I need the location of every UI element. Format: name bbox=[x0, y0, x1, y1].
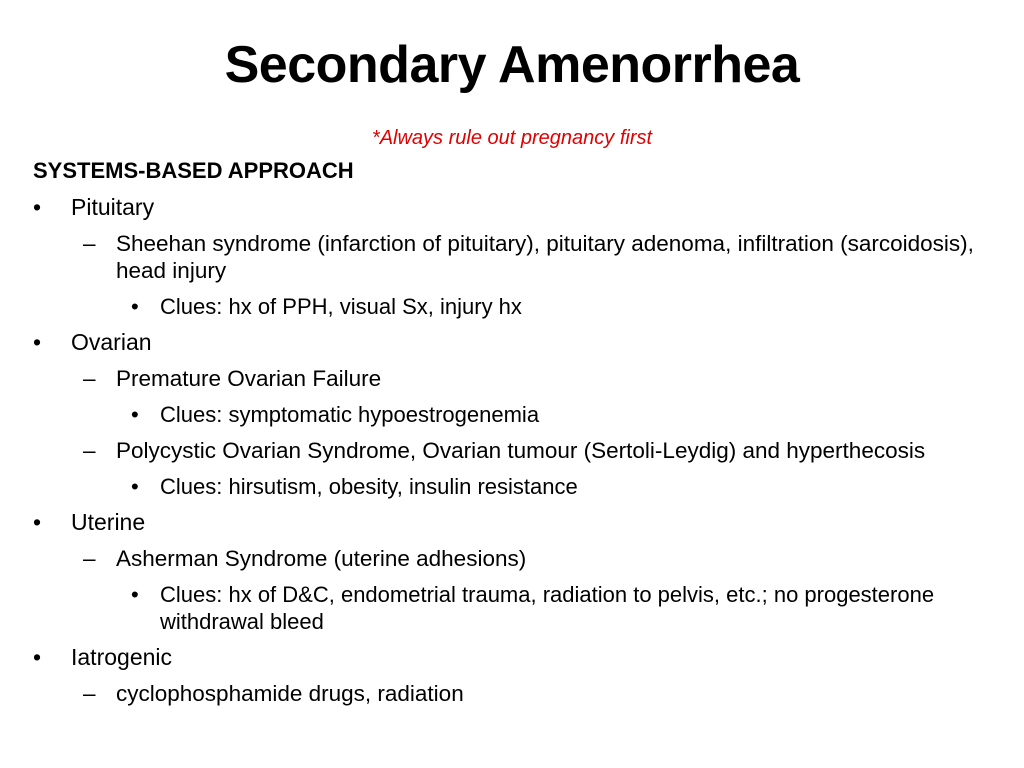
outline-item-text: Asherman Syndrome (uterine adhesions) bbox=[116, 546, 527, 571]
section-heading: SYSTEMS-BASED APPROACH bbox=[33, 158, 354, 183]
dash-icon: – bbox=[83, 231, 96, 256]
outline-subitem bbox=[33, 437, 1018, 464]
bullet-icon: • bbox=[33, 329, 42, 355]
outline-item-text: Iatrogenic bbox=[71, 644, 173, 670]
outline-item-pituitary bbox=[33, 194, 1018, 221]
dash-icon: – bbox=[83, 681, 96, 706]
dash-icon: – bbox=[83, 546, 96, 571]
outline-item-text: Sheehan syndrome (infarction of pituitary), pituitary adenoma, infiltration (sarcoidosis), head injury bbox=[116, 231, 974, 283]
bullet-icon: • bbox=[33, 509, 42, 535]
outline-item-text: Clues: hx of PPH, visual Sx, injury hx bbox=[160, 294, 522, 319]
pregnancy-note: *Always rule out pregnancy first bbox=[371, 127, 653, 149]
outline-item-text: Clues: hx of D&C, endometrial trauma, radiation to pelvis, etc.; no progesterone withdrawal bleed bbox=[160, 582, 935, 634]
bullet-icon: • bbox=[33, 644, 42, 670]
outline-clue bbox=[33, 473, 1018, 500]
outline-item-text: Uterine bbox=[71, 509, 146, 535]
slide-title: Secondary Amenorrhea bbox=[224, 36, 800, 94]
dash-icon: – bbox=[83, 366, 96, 391]
outline-subitem bbox=[33, 680, 1018, 707]
outline-list bbox=[33, 194, 1018, 716]
outline-item-text: Clues: hirsutism, obesity, insulin resistance bbox=[160, 474, 578, 499]
outline-item-text: Premature Ovarian Failure bbox=[116, 366, 382, 391]
bullet-icon: • bbox=[131, 402, 139, 427]
dash-icon: – bbox=[83, 438, 96, 463]
outline-item-text: Ovarian bbox=[71, 329, 152, 355]
bullet-icon: • bbox=[131, 582, 139, 607]
outline-clue bbox=[33, 581, 1018, 635]
outline-item-text: Pituitary bbox=[71, 194, 155, 220]
outline-item-iatrogenic bbox=[33, 644, 1018, 671]
outline-item-text: cyclophosphamide drugs, radiation bbox=[116, 681, 464, 706]
outline-clue bbox=[33, 293, 1018, 320]
outline-clue bbox=[33, 401, 1018, 428]
outline-item-text: Polycystic Ovarian Syndrome, Ovarian tumour (Sertoli-Leydig) and hyperthecosis bbox=[116, 438, 926, 463]
bullet-icon: • bbox=[131, 294, 139, 319]
outline-item-text: Clues: symptomatic hypoestrogenemia bbox=[160, 402, 540, 427]
bullet-icon: • bbox=[131, 474, 139, 499]
outline-subitem bbox=[33, 545, 1018, 572]
outline-subitem bbox=[33, 230, 1018, 284]
outline-item-ovarian bbox=[33, 329, 1018, 356]
bullet-icon: • bbox=[33, 194, 42, 220]
outline-item-uterine bbox=[33, 509, 1018, 536]
outline-subitem bbox=[33, 365, 1018, 392]
